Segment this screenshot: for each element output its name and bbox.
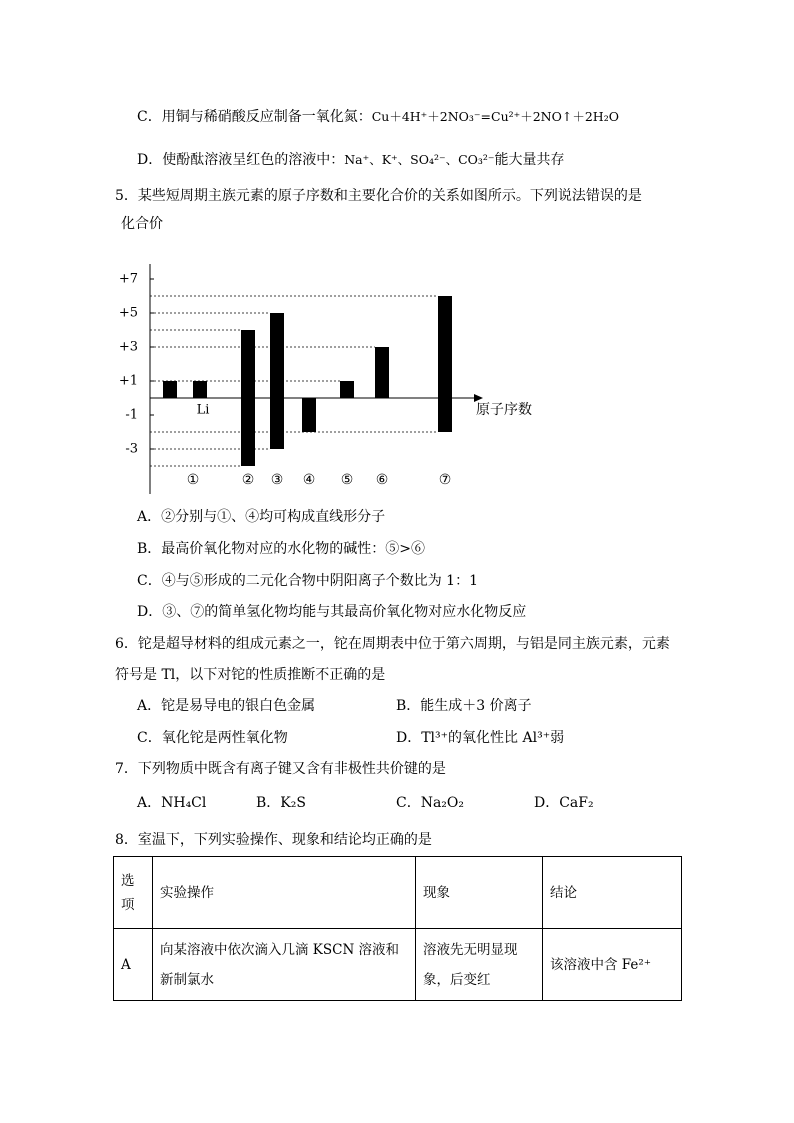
valence-bar xyxy=(193,381,207,398)
q4-option-c-text: C．用铜与稀硝酸反应制备一氧化氮： xyxy=(137,109,372,125)
q6-option-d: D．Tl³⁺的氧化性比 Al³⁺弱 xyxy=(396,730,565,746)
q7-option-c: C．Na₂O₂ xyxy=(396,795,465,811)
valence-bar xyxy=(375,347,389,398)
q7-option-b: B．K₂S xyxy=(256,795,306,811)
y-tick-label: +3 xyxy=(118,339,138,355)
q4-option-d-ions: Na⁺、K⁺、SO₄²⁻、CO₃²⁻ xyxy=(344,152,495,167)
valence-bar xyxy=(340,381,354,398)
bar-label: ② xyxy=(241,472,255,488)
q6-option-a: A．铊是易导电的银白色金属 xyxy=(137,698,316,714)
header-phenomenon: 现象 xyxy=(416,857,543,929)
header-operation: 实验操作 xyxy=(153,857,416,929)
q4-option-c xyxy=(137,107,619,127)
q5-option-c: C．④与⑤形成的二元化合物中阴阳离子个数比为 1：1 xyxy=(137,573,478,589)
y-tick-label: -1 xyxy=(125,407,138,423)
valence-chart-svg xyxy=(112,212,532,512)
q6-stem-line2: 符号是 Tl，以下对铊的性质推断不正确的是 xyxy=(115,667,386,683)
bar-label: ③ xyxy=(270,472,284,488)
table-row xyxy=(114,929,682,1001)
q8-stem: 8．室温下，下列实验操作、现象和结论均正确的是 xyxy=(115,832,432,848)
q5-option-d: D．③、⑦的简单氢化物均能与其最高价氧化物对应水化物反应 xyxy=(137,604,527,620)
row-a-phenomenon: 溶液先无明显现象，后变红 xyxy=(416,929,543,1001)
valence-chart xyxy=(112,212,532,512)
y-tick-label: +5 xyxy=(118,305,138,321)
bar-label: ⑥ xyxy=(375,472,389,488)
q5-option-a: A．②分别与①、④均可构成直线形分子 xyxy=(137,509,386,525)
x-axis-arrow xyxy=(474,394,483,402)
bar-label: ④ xyxy=(302,472,316,488)
q4-option-d-text: D．使酚酞溶液呈红色的溶液中： xyxy=(137,152,345,168)
q6-stem-line1: 6．铊是超导材料的组成元素之一，铊在周期表中位于第六周期，与铝是同主族元素，元素 xyxy=(115,636,670,652)
bar-label: ⑤ xyxy=(340,472,354,488)
q4-option-d xyxy=(137,150,565,170)
q5-stem: 5．某些短周期主族元素的原子序数和主要化合价的关系如图所示。下列说法错误的是 xyxy=(115,188,642,204)
x-axis-label: 原子序数 xyxy=(476,402,532,418)
valence-bar xyxy=(241,330,255,466)
y-tick-label: +1 xyxy=(118,373,138,389)
y-axis-label: 化合价 xyxy=(121,216,163,232)
header-option: 选项 xyxy=(114,857,153,929)
experiment-table xyxy=(113,856,682,1001)
q4-option-c-equation: Cu＋4H⁺＋2NO₃⁻=Cu²⁺＋2NO↑＋2H₂O xyxy=(371,109,619,124)
valence-bar xyxy=(270,313,284,449)
q7-option-d: D．CaF₂ xyxy=(534,795,594,811)
row-a-option: A xyxy=(114,929,153,1001)
header-conclusion: 结论 xyxy=(543,857,682,929)
q7-option-a: A．NH₄Cl xyxy=(137,795,207,811)
bar-label-first: ① xyxy=(186,472,200,488)
table-header-row xyxy=(114,857,682,929)
q7-stem: 7．下列物质中既含有离子键又含有非极性共价键的是 xyxy=(115,761,446,777)
bar-label: ⑦ xyxy=(438,472,452,488)
y-tick-label: +7 xyxy=(118,271,138,287)
valence-bar xyxy=(163,381,177,398)
row-a-conclusion: 该溶液中含 Fe²⁺ xyxy=(543,929,682,1001)
q6-option-c: C．氧化铊是两性氧化物 xyxy=(137,730,288,746)
valence-bar xyxy=(438,296,452,432)
li-annotation: Li xyxy=(196,402,210,418)
y-tick-label: -3 xyxy=(125,441,138,457)
valence-bar xyxy=(302,398,316,432)
q6-option-b: B．能生成＋3 价离子 xyxy=(396,698,532,714)
row-a-operation: 向某溶液中依次滴入几滴 KSCN 溶液和新制氯水 xyxy=(153,929,416,1001)
q4-option-d-suffix: 能大量共存 xyxy=(494,152,565,168)
q5-option-b: B．最高价氧化物对应的水化物的碱性：⑤>⑥ xyxy=(137,541,426,557)
